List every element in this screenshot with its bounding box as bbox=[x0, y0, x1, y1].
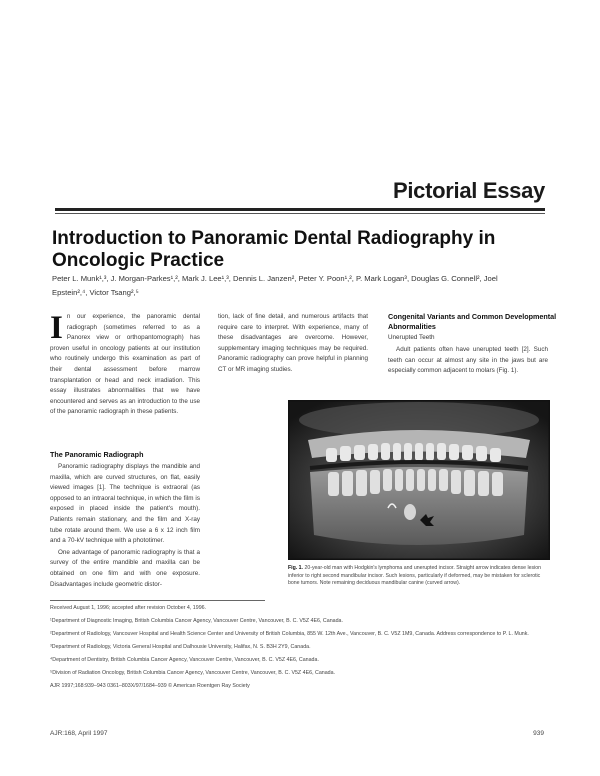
panoramic-radiograph-image bbox=[288, 400, 550, 560]
footnote: ²Department of Radiology, Vancouver Hospital and Health Science Center and University of British Columbia, 855 W. 12th Ave., Vancouver, B. C. V5Z 1M9, Canada. Address correspondence to P. L. Munk. bbox=[50, 631, 529, 637]
paragraph: Panoramic radiography displays the mandible and maxilla, which are curved structures, on flat, easily viewed images [1]. The technique is extraoral (as opposed to an intraoral technique, in which the film is exposed in placed inside the patient's mouth). Patients remain stationary, and the film and X-ray tube rotate around them. We use a 6 x 12 inch film and a 70-kV technique with a phototimer. bbox=[50, 463, 200, 545]
page-number: 939 bbox=[533, 730, 544, 737]
footnote: ³Department of Radiology, Victoria General Hospital and Dalhousie University, Halifax, N. S. B3H 2Y9, Canada. bbox=[50, 644, 311, 650]
footnote: ⁴Department of Dentistry, British Columbia Cancer Agency, Vancouver Centre, Vancouver, B. C. V5Z 4E6, Canada. bbox=[50, 657, 319, 663]
subheading-unerupted-teeth: Unerupted Teeth bbox=[388, 334, 435, 341]
footnote: ¹Department of Diagnostic Imaging, British Columbia Cancer Agency, Vancouver Centre, Vancouver, B. C. V5Z 4E6, Canada. bbox=[50, 618, 343, 624]
section-title: Pictorial Essay bbox=[392, 178, 545, 203]
intro-paragraph: n our experience, the panoramic dental radiograph (sometimes referred to as a Panorex view or orthopantomograph) has proven useful in oncology patients at our institution who routinely undergo this examination as part of their dental assessment before marrow transplantation or head and neck irradiation. This essay illustrates abnormalities that we have encountered and serves as an introduction to the use of the panoramic radiograph in these patients. bbox=[50, 313, 200, 416]
caption-label: Fig. 1. bbox=[288, 565, 303, 571]
body-column-2: tion, lack of fine detail, and numerous artifacts that require care to interpret. With experience, many of these disadvantages are overcome. However, supplementary imaging techniques may be required. Panoramic radiography can prove helpful in planning CT or MR imaging studies. bbox=[218, 313, 368, 373]
figure-caption bbox=[288, 565, 550, 588]
drop-cap: I bbox=[50, 310, 63, 346]
footnote: ⁵Division of Radiation Oncology, British Columbia Cancer Agency, Vancouver Centre, Vancouver, B. C. V5Z 4E6, Canada. bbox=[50, 670, 336, 676]
paragraph: One advantage of panoramic radiography is that a survey of the entire mandible and maxilla can be obtained on one film and with one exposure. Disadvantages include geometric distor- bbox=[50, 548, 200, 588]
body-column-1-continued bbox=[50, 462, 200, 591]
body-column-1 bbox=[50, 312, 200, 418]
footnotes bbox=[50, 604, 550, 695]
radiograph-illustration bbox=[288, 400, 550, 560]
journal-footer: AJR:168, April 1997 bbox=[50, 730, 108, 737]
body-column-3: Adult patients often have unerupted teeth [2]. Such teeth can occur at almost any site in the jaws but are especially common adjacent to molars (Fig. 1). bbox=[388, 346, 548, 375]
section-heading-congenital: Congenital Variants and Common Developmental Abnormalities bbox=[388, 312, 557, 331]
header-rule-thin bbox=[55, 213, 545, 214]
author-list: Peter L. Munk¹,³, J. Morgan-Parkes¹,², Mark J. Lee¹,³, Dennis L. Janzen², Peter Y. Poon¹,², P. Mark Logan³, Douglas G. Connell², Joel Epstein²,⁴, Victor Tsang²,⁵ bbox=[52, 274, 498, 297]
article-title: Introduction to Panoramic Dental Radiography in Oncologic Practice bbox=[52, 228, 496, 271]
footnote-rule bbox=[50, 600, 265, 601]
footnote: Received August 1, 1996; accepted after revision October 4, 1996. bbox=[50, 605, 207, 611]
header-rule bbox=[55, 208, 545, 211]
footnote: AJR 1997;168:939–943 0361–803X/97/1684–939 © American Roentgen Ray Society bbox=[50, 683, 250, 689]
caption-text: 20-year-old man with Hodgkin's lymphoma and unerupted incisor. Straight arrow indicates dense lesion inferior to right second mandibular incisor. Such lesions, particularly if deformed, may be mistaken for sclerotic bone tumors. Note remaining deciduous mandibular canine (curved arrow). bbox=[288, 565, 542, 587]
section-heading-radiograph: The Panoramic Radiograph bbox=[50, 450, 144, 459]
